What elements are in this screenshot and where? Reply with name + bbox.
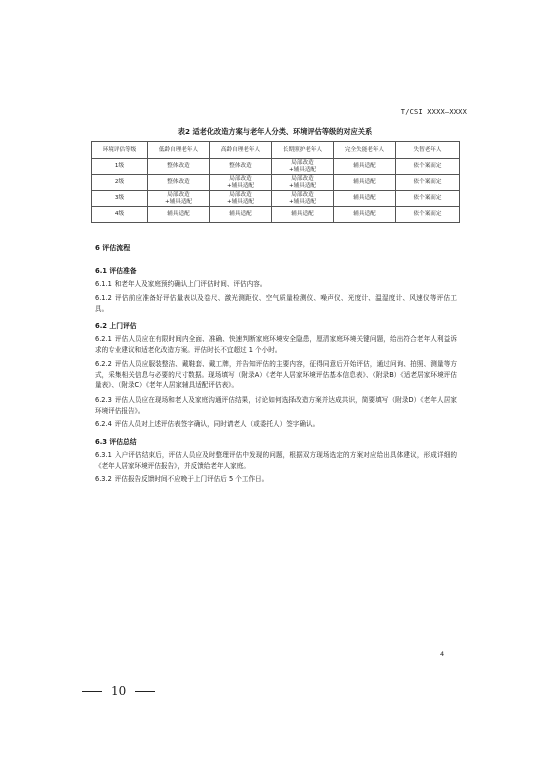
clause-text: 评估人员应在有限时间内全面、准确、快速判断家庭环境安全隐患，厘清家庭环境关键问题，给出符合老年人利益诉求的专业建议和适老化改造方案。评估时长不宜超过 1 个小时。 <box>95 335 457 354</box>
footer-dash-left <box>82 691 102 692</box>
paragraph <box>95 334 457 355</box>
standard-code: T/CSI XXXX—XXXX <box>400 108 467 116</box>
level-cell: 1级 <box>92 159 148 175</box>
clause-number: 6.2.4 <box>95 420 112 428</box>
paragraph <box>95 474 457 485</box>
clause-number: 6.1.1 <box>95 280 112 288</box>
col-header: 低龄自理老年人 <box>148 142 210 159</box>
level-cell: 4级 <box>92 207 148 223</box>
clause-text: 评估人员应服装整洁、戴鞋套、戴工牌，并告知评估的主要内容，征得同意后开始评估，通过问询、拍照、测量等方式，采集相关信息与必要的尺寸数据。现场填写（附录A）《老年人居家环境评估基本信息表》、（附录B）《适老居家环境评估量表》、（附录C）《老年人居家辅具适配评估表》。 <box>95 360 457 390</box>
table-cell: 辅具适配 <box>272 207 334 223</box>
clause-text: 和老年人及家庭预约确认上门评估时间、评估内容。 <box>114 280 267 288</box>
clause-text: 评估人员应在现场和老人及家庭沟通评估结果，讨论如何选择改造方案并达成共识，简要填写（附录D）《老年人居家环境评估报告》。 <box>95 396 457 415</box>
col-header: 高龄自理老年人 <box>210 142 272 159</box>
page-number: 10 <box>111 684 127 698</box>
table-cell: 辅具适配 <box>334 175 396 191</box>
table-cell: 辅具适配 <box>334 191 396 207</box>
clause-number: 6.2.3 <box>95 396 112 404</box>
col-header: 完全失能老年人 <box>334 142 396 159</box>
section-title: 6 评估流程 <box>95 244 131 252</box>
inner-page-number: 4 <box>440 650 445 658</box>
relation-table <box>91 141 460 223</box>
table-row <box>92 159 460 175</box>
level-cell: 3级 <box>92 191 148 207</box>
clause-number: 6.3.2 <box>95 475 112 483</box>
table-cell: 整体改造 <box>148 175 210 191</box>
clause-number: 6.2.1 <box>95 335 112 343</box>
clause-number: 6.2.2 <box>95 360 112 368</box>
table-cell: 依个案而定 <box>396 159 460 175</box>
table-cell: 辅具适配 <box>334 159 396 175</box>
paragraph <box>95 293 457 314</box>
table-cell: 局部改造 +辅具适配 <box>148 191 210 207</box>
paragraph <box>95 419 457 430</box>
table-title: 表2 适老化改造方案与老年人分类、环境评估等级的对应关系 <box>177 127 373 136</box>
paragraph <box>95 359 457 391</box>
subsection-title: 6.3 评估总结 <box>95 438 137 446</box>
subsection-title: 6.2 上门评估 <box>95 322 137 330</box>
page-footer <box>82 684 155 698</box>
clause-number: 6.3.1 <box>95 451 112 459</box>
col-header: 失智老年人 <box>396 142 460 159</box>
paragraph <box>95 279 457 290</box>
table-cell: 整体改造 <box>210 159 272 175</box>
paragraph <box>95 395 457 416</box>
paragraph <box>95 450 457 471</box>
footer-dash-right <box>135 691 155 692</box>
table-cell: 辅具适配 <box>334 207 396 223</box>
table-row <box>92 191 460 207</box>
clause-text: 评估报告反馈时间不应晚于上门评估后 5 个工作日。 <box>114 475 269 483</box>
table-cell: 局部改造 +辅具适配 <box>272 191 334 207</box>
table-cell: 依个案而定 <box>396 191 460 207</box>
table-cell: 依个案而定 <box>396 207 460 223</box>
table-cell: 辅具适配 <box>210 207 272 223</box>
table-cell: 局部改造 +辅具适配 <box>210 191 272 207</box>
table-row <box>92 175 460 191</box>
clause-text: 评估前应准备好评估量表以及卷尺、激光测距仪、空气质量检测仪、噪声仪、光度计、温湿度计、风速仪等评估工具。 <box>95 294 457 313</box>
col-header: 长期照护老年人 <box>272 142 334 159</box>
table-cell: 局部改造 +辅具适配 <box>272 175 334 191</box>
clause-text: 入户评估结束后，评估人员应及时整理评估中发现的问题，根据双方现场选定的方案对应给出具体建议，形成详细的《老年人居家环境评估报告》，并反馈给老年人家庭。 <box>95 451 457 470</box>
table-cell: 依个案而定 <box>396 175 460 191</box>
level-cell: 2级 <box>92 175 148 191</box>
table-header-row <box>92 142 460 159</box>
table-row <box>92 207 460 223</box>
table-cell: 辅具适配 <box>148 207 210 223</box>
clause-text: 评估人员对上述评估表签字确认，同时请老人（或委托人）签字确认。 <box>114 420 320 428</box>
clause-number: 6.1.2 <box>95 294 112 302</box>
table-body <box>92 159 460 223</box>
col-header: 环境评估等级 <box>92 142 148 159</box>
table-cell: 局部改造 +辅具适配 <box>272 159 334 175</box>
table-cell: 局部改造 +辅具适配 <box>210 175 272 191</box>
subsection-title: 6.1 评估准备 <box>95 267 137 275</box>
table-cell: 整体改造 <box>148 159 210 175</box>
